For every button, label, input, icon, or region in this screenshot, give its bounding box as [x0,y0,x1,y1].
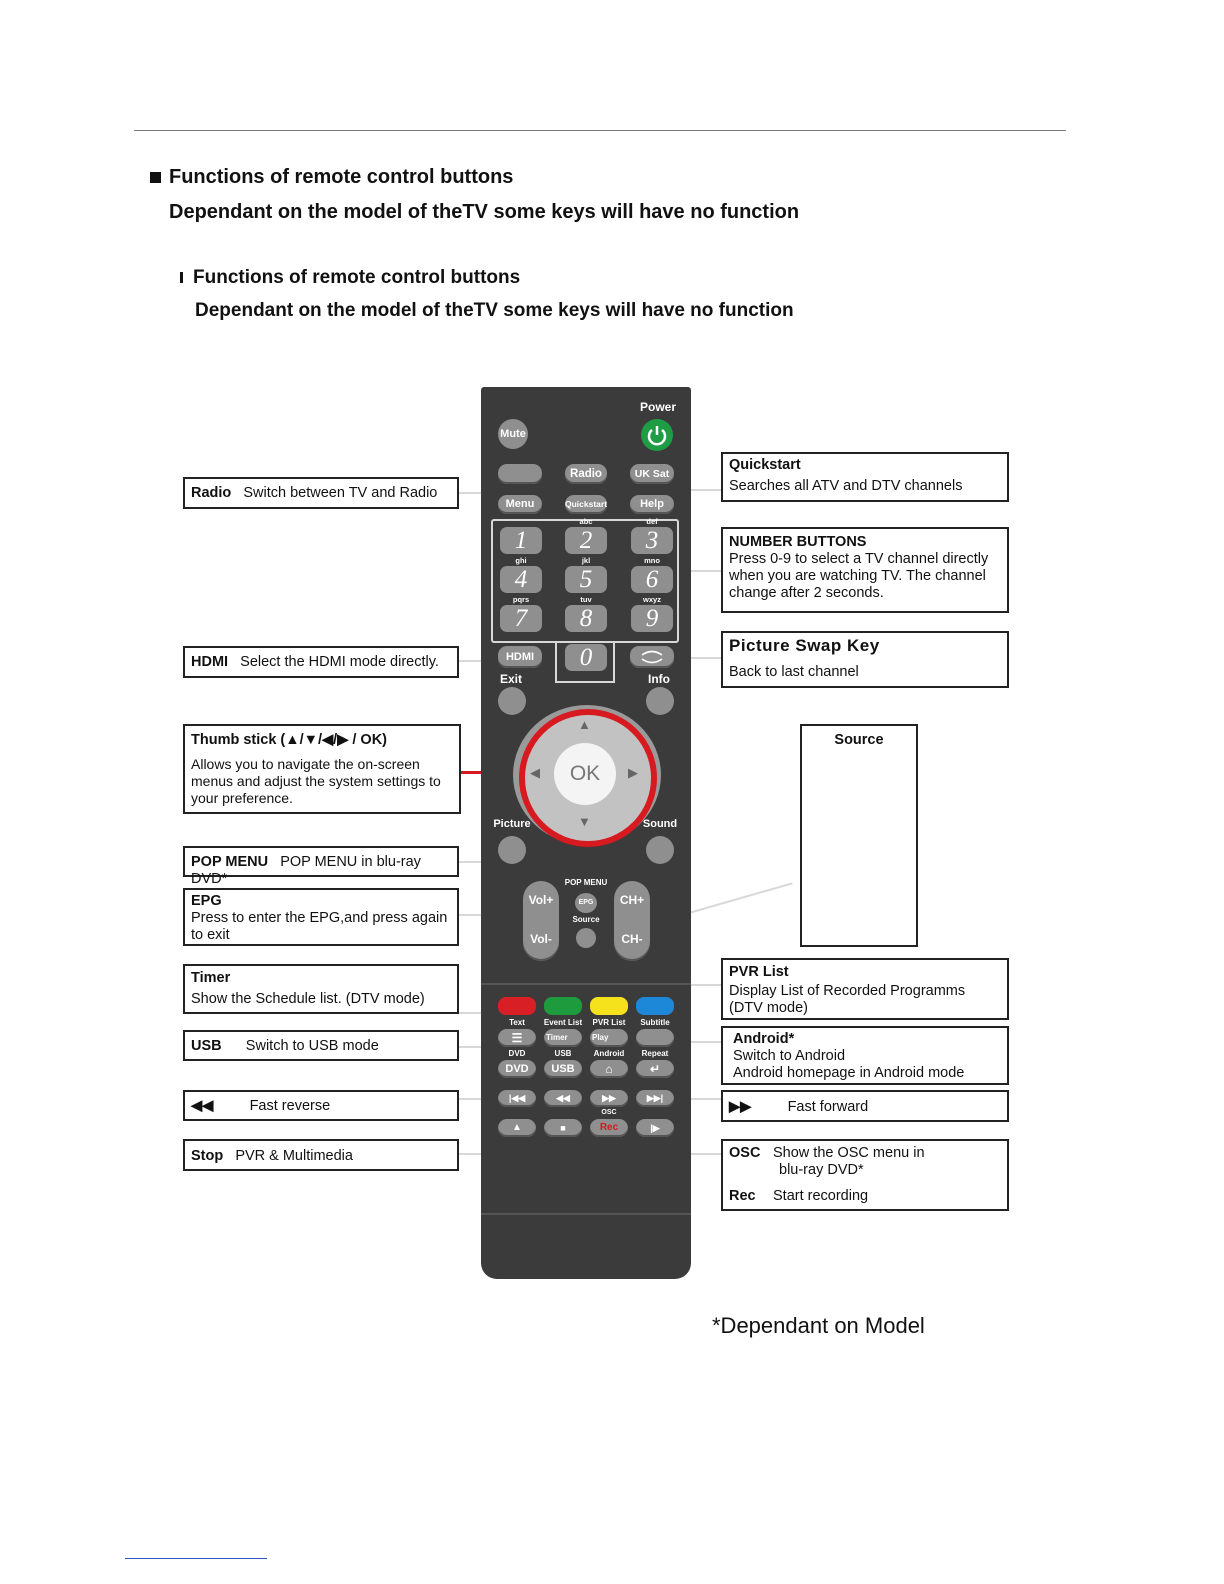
fast-forward-button[interactable] [590,1090,628,1107]
mute-button[interactable] [498,419,528,449]
callout-key: Quickstart [729,457,801,473]
callout-radio [183,477,459,509]
info-label: Info [648,672,670,686]
dvd-label: DVD [508,1049,526,1058]
callout-epg [183,888,459,946]
callout-quickstart [721,452,1009,502]
callout-key: HDMI [191,654,229,670]
pvr-list-label: PVR List [592,1018,626,1027]
picture-label: Picture [493,818,531,830]
android-label: Android [593,1049,625,1058]
menu-button[interactable]: Menu [498,495,542,514]
callout-ff [721,1090,1009,1122]
number-2-button[interactable]: 2 [565,527,607,554]
stop-icon: ■ [560,1123,566,1133]
swap-icon [630,646,674,668]
quickstart-button[interactable]: Quickstart [565,495,607,514]
section-title: Functions of remote control buttons [150,166,513,189]
usb-button[interactable]: USB [544,1060,582,1078]
callout-key: ▶▶ [729,1099,752,1115]
callout-desc: Switch between TV and Radio [243,485,438,501]
epg-button[interactable] [575,893,597,913]
callout-desc: Select the HDMI mode directly. [240,654,439,670]
skip-back-icon: |◀◀ [508,1093,526,1103]
callout-desc: Show the OSC menu in [773,1145,925,1161]
exit-button[interactable] [498,687,526,715]
text-label: Text [509,1018,525,1027]
source-label: Source [572,915,600,924]
callout-desc: Switch to Android [733,1048,846,1064]
power-button[interactable] [641,419,673,451]
play-button[interactable] [590,1029,628,1047]
power-label: Power [639,400,676,414]
vol-down-label: Vol- [530,932,552,946]
popmenu-label: POP MENU [564,878,608,887]
pqrs-label: pqrs [512,595,530,604]
ch-down-label: CH- [621,932,643,946]
callout-key: Thumb stick (▲/▼/◀/▶ / OK) [191,732,388,748]
right-arrow-icon[interactable]: ▶ [628,765,638,780]
rewind-icon: ◀◀ [556,1093,570,1103]
callout-desc: Press to enter the EPG,and press again to exit [191,910,448,943]
def-label: def [646,517,658,526]
timer-button[interactable] [544,1029,582,1047]
callout-key: PVR List [729,964,789,980]
callout-timer [183,964,459,1014]
usb-label: USB [554,1049,572,1058]
down-arrow-icon[interactable]: ▼ [578,814,591,829]
wxyz-label: wxyz [643,595,661,604]
callout-thumb [183,724,461,814]
repeat-button[interactable] [636,1060,674,1078]
up-arrow-icon[interactable]: ▲ [578,717,591,732]
callout-swap [721,631,1009,688]
uksat-button[interactable]: UK Sat [630,464,674,484]
callout-desc: PVR & Multimedia [235,1148,353,1164]
fast-forward-icon: ▶▶ [602,1093,616,1103]
number-3-button[interactable]: 3 [631,527,673,554]
callout-desc: Fast forward [787,1099,869,1115]
green-button[interactable] [544,997,582,1015]
rec-label: Rec [599,1122,619,1133]
callout-key: Picture Swap Key [729,636,880,655]
osc-label: OSC [601,1109,617,1116]
callout-key: Source [834,732,884,748]
callout-usb [183,1030,459,1061]
callout-desc: Allows you to navigate the on-screen menus and adjust the system settings to your preference. [191,756,441,806]
section-subtitle-repeat: Dependant on the model of theTV some keys will have no function [195,300,794,321]
callout-key: OSC [729,1145,761,1161]
callout-rec-desc: Start recording [773,1188,869,1204]
step-icon: |▶ [650,1123,660,1133]
lines-icon: ☰ [511,1031,523,1045]
section-subtitle: Dependant on the model of theTV some keys will have no function [169,201,800,223]
sound-label: Sound [642,818,678,830]
red-button[interactable] [498,997,536,1015]
mno-label: mno [644,556,660,565]
rec-button[interactable] [590,1119,628,1137]
callout-hdmi [183,646,459,678]
callout-stop [183,1139,459,1171]
callout-desc: Switch to USB mode [245,1038,379,1054]
callout-key: NUMBER BUTTONS [729,534,867,550]
help-button[interactable]: Help [630,495,674,514]
epg-label: EPG [578,899,594,906]
callout-key: USB [191,1038,222,1054]
source-button[interactable] [576,928,596,948]
yellow-button[interactable] [590,997,628,1015]
footer-link-rule [125,1558,267,1559]
radio-button[interactable]: Radio [565,464,607,484]
event-list-label: Event List [543,1018,583,1027]
volume-rocker[interactable] [523,881,559,961]
callout-desc-2: blu-ray DVD* [779,1162,864,1178]
next-button[interactable] [636,1090,674,1107]
number-7-button[interactable]: 7 [500,605,542,632]
callout-desc: Back to last channel [729,664,859,680]
hdmi-button[interactable]: HDMI [498,646,542,668]
picture-button[interactable] [498,836,526,864]
blank-button[interactable] [498,464,542,484]
info-button[interactable] [646,687,674,715]
ok-button[interactable] [554,743,616,805]
android-home-button[interactable] [590,1060,628,1078]
callout-desc: Fast reverse [249,1098,331,1114]
eject-button[interactable] [498,1119,536,1137]
play-label: Play [592,1033,609,1042]
rewind-button[interactable] [544,1090,582,1107]
mute-label: Mute [500,428,526,440]
repeat-label: Repeat [641,1049,669,1058]
exit-label: Exit [499,672,522,686]
callout-rec-key: Rec [729,1188,756,1204]
abc-label: abc [579,517,593,526]
tuv-label: tuv [580,595,592,604]
callout-osc [721,1139,1009,1211]
bullet-bar-icon [180,272,183,283]
skip-forward-icon: ▶▶| [646,1093,664,1103]
callout-source [800,724,918,947]
callout-pvr [721,958,1009,1020]
dvd-button[interactable]: DVD [498,1060,536,1078]
stop-button[interactable] [544,1119,582,1137]
number-8-button[interactable]: 8 [565,605,607,632]
callout-key: EPG [191,893,222,909]
number-0-button[interactable]: 0 [565,644,607,671]
callout-rewind [183,1090,459,1121]
number-4-button[interactable]: 4 [500,566,542,593]
footnote: *Dependant on Model [712,1313,925,1338]
eject-icon: ▲ [512,1122,522,1133]
bullet-square-icon [150,172,161,183]
ch-up-label: CH+ [619,893,645,907]
callout-key: ◀◀ [191,1098,214,1114]
callout-desc-2: Android homepage in Android mode [733,1065,965,1081]
callout-key: Timer [191,970,231,986]
ok-label: OK [569,762,601,785]
number-1-button[interactable]: 1 [500,527,542,554]
number-9-button[interactable]: 9 [631,605,673,632]
swap-button[interactable] [630,646,674,668]
remote-divider [481,1213,691,1215]
ghi-label: ghi [515,556,527,565]
number-6-button[interactable]: 6 [631,566,673,593]
callout-desc: Display List of Recorded Programms (DTV mode) [729,983,966,1016]
repeat-icon: ↵ [649,1062,661,1076]
power-icon [641,419,673,451]
blue-button[interactable] [636,997,674,1015]
callout-key: POP MENU [191,854,269,870]
section-title-repeat: Functions of remote control buttons [180,267,520,289]
callout-android [721,1026,1009,1085]
callout-desc: Press 0-9 to select a TV channel directly when you are watching TV. The channel change after 2 seconds. [729,551,989,601]
number-5-button[interactable]: 5 [565,566,607,593]
left-arrow-icon[interactable]: ◀ [530,765,540,780]
callout-desc: Show the Schedule list. (DTV mode) [191,991,425,1007]
text-button[interactable] [498,1029,536,1047]
prev-button[interactable] [498,1090,536,1107]
step-button[interactable] [636,1119,674,1137]
jkl-label: jkl [581,556,591,565]
callout-desc: POP MENU in blu-ray DVD* [191,854,421,887]
remote-control [481,387,691,1279]
top-rule [134,130,1066,131]
callout-popmenu [183,846,459,887]
subtitle-button[interactable] [636,1029,674,1047]
vol-up-label: Vol+ [528,893,554,907]
channel-rocker[interactable] [614,881,650,961]
home-icon: ⌂ [605,1062,613,1076]
sound-button[interactable] [646,836,674,864]
callout-desc: Searches all ATV and DTV channels [729,478,963,494]
callout-key: Android* [733,1031,795,1047]
subtitle-label: Subtitle [640,1018,670,1027]
callout-key: Radio [191,485,232,501]
timer-label: Timer [546,1033,568,1042]
callout-key: Stop [191,1148,224,1164]
callout-number [721,527,1009,613]
